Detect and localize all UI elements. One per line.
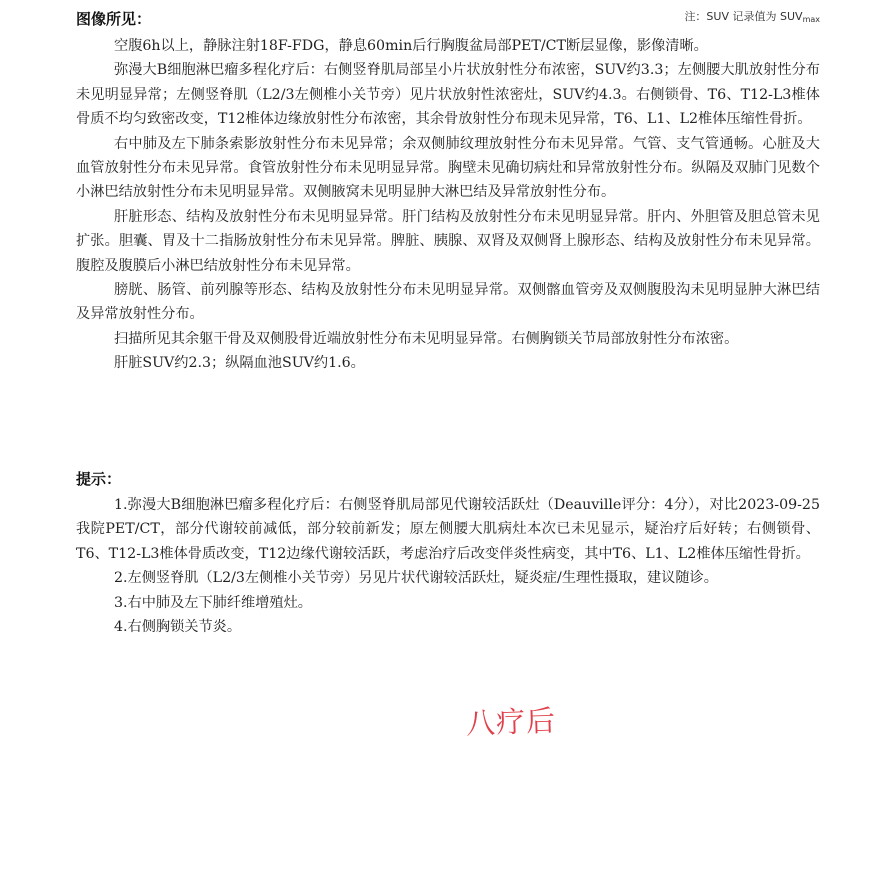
impression-item-1 bbox=[76, 493, 820, 566]
impression-item-1-line1: 1.弥漫大B细胞淋巴瘤多程化疗后：右侧竖脊肌局部见代谢较活跃灶（Deauville评分：4分），对 bbox=[114, 497, 724, 513]
findings-paragraph-6: 扫描所见其余躯干骨及双侧股骨近端放射性分布未见明显异常。右侧胸锁关节局部放射性分布浓密。 bbox=[114, 330, 739, 347]
findings-paragraph-4: 肝脏形态、结构及放射性分布未见明显异常。肝门结构及放射性分布未见明显异常。肝内、外胆管及胆总管未见扩张。胆囊、胃及十二指肠放射性分布未见异常。脾脏、胰腺、双肾及双侧肾上腺形态、结构及放射性分布未见异常。腹腔及腹膜后小淋巴结放射性分布未见异常。 bbox=[76, 208, 820, 274]
findings-paragraph-2: 弥漫大B细胞淋巴瘤多程化疗后：右侧竖脊肌局部呈小片状放射性分布浓密，SUV约3.3；左侧腰大肌放射性分布未见明显异常；左侧竖脊肌（L2/3左侧椎小关节旁）见片状放射性浓密灶，SUV约4.3。右侧锁骨、T6、T12-L3椎体骨质不均匀致密改变，T12椎体边缘放射性分布浓密，其余骨放射性分布现未见异常，T6、L1、L2椎体压缩性骨折。 bbox=[76, 62, 820, 128]
handwritten-annotation: 八疗后 bbox=[465, 703, 557, 741]
impression-item-4: 4.右侧胸锁关节炎。 bbox=[114, 619, 242, 636]
impression-item-3: 3.右中肺及左下肺纤维增殖灶。 bbox=[114, 594, 312, 611]
findings-paragraph-3: 右中肺及左下肺条索影放射性分布未见异常；余双侧肺纹理放射性分布未见异常。气管、支气管通畅。心脏及大血管放射性分布未见异常。食管放射性分布未见明显异常。胸壁未见确切病灶和异常放射性分布。纵隔及双肺门见数个小淋巴结放射性分布未见明显异常。双侧腋窝未见明显肿大淋巴结及异常放射性分布。 bbox=[76, 135, 820, 201]
suv-footnote-subscript: max bbox=[802, 15, 820, 24]
findings-paragraph-5: 膀胱、肠管、前列腺等形态、结构及放射性分布未见明显异常。双侧髂血管旁及双侧腹股沟未见明显肿大淋巴结及异常放射性分布。 bbox=[76, 282, 820, 323]
findings-section bbox=[76, 34, 820, 376]
suv-footnote bbox=[684, 8, 820, 24]
impression-item-2: 2.左侧竖脊肌（L2/3左侧椎小关节旁）另见片状代谢较活跃灶，疑炎症/生理性摄取，建议随诊。 bbox=[114, 570, 718, 587]
suv-footnote-text: 注：SUV 记录值为 SUV bbox=[684, 10, 803, 23]
impression-section bbox=[76, 493, 820, 639]
findings-heading: 图像所见： bbox=[76, 10, 152, 28]
findings-paragraph-7: 肝脏SUV约2.3；纵隔血池SUV约1.6。 bbox=[114, 355, 365, 372]
impression-item-1-rest: 比2023-09-25我院PET/CT，部分代谢较前减低，部分较前新发；原左侧腰大肌病灶本次已未见显示，疑治疗后好转；右侧锁骨、T6、T12-L3椎体骨质改变，T12边缘代谢较活跃，考虑治疗后改变伴炎性病变，其中T6、L1、L2椎体压缩性骨折。 bbox=[76, 497, 820, 562]
impression-heading: 提示： bbox=[76, 470, 122, 488]
findings-paragraph-1: 空腹6h以上，静脉注射18F-FDG，静息60min后行胸腹盆局部PET/CT断层显像，影像清晰。 bbox=[114, 38, 708, 54]
